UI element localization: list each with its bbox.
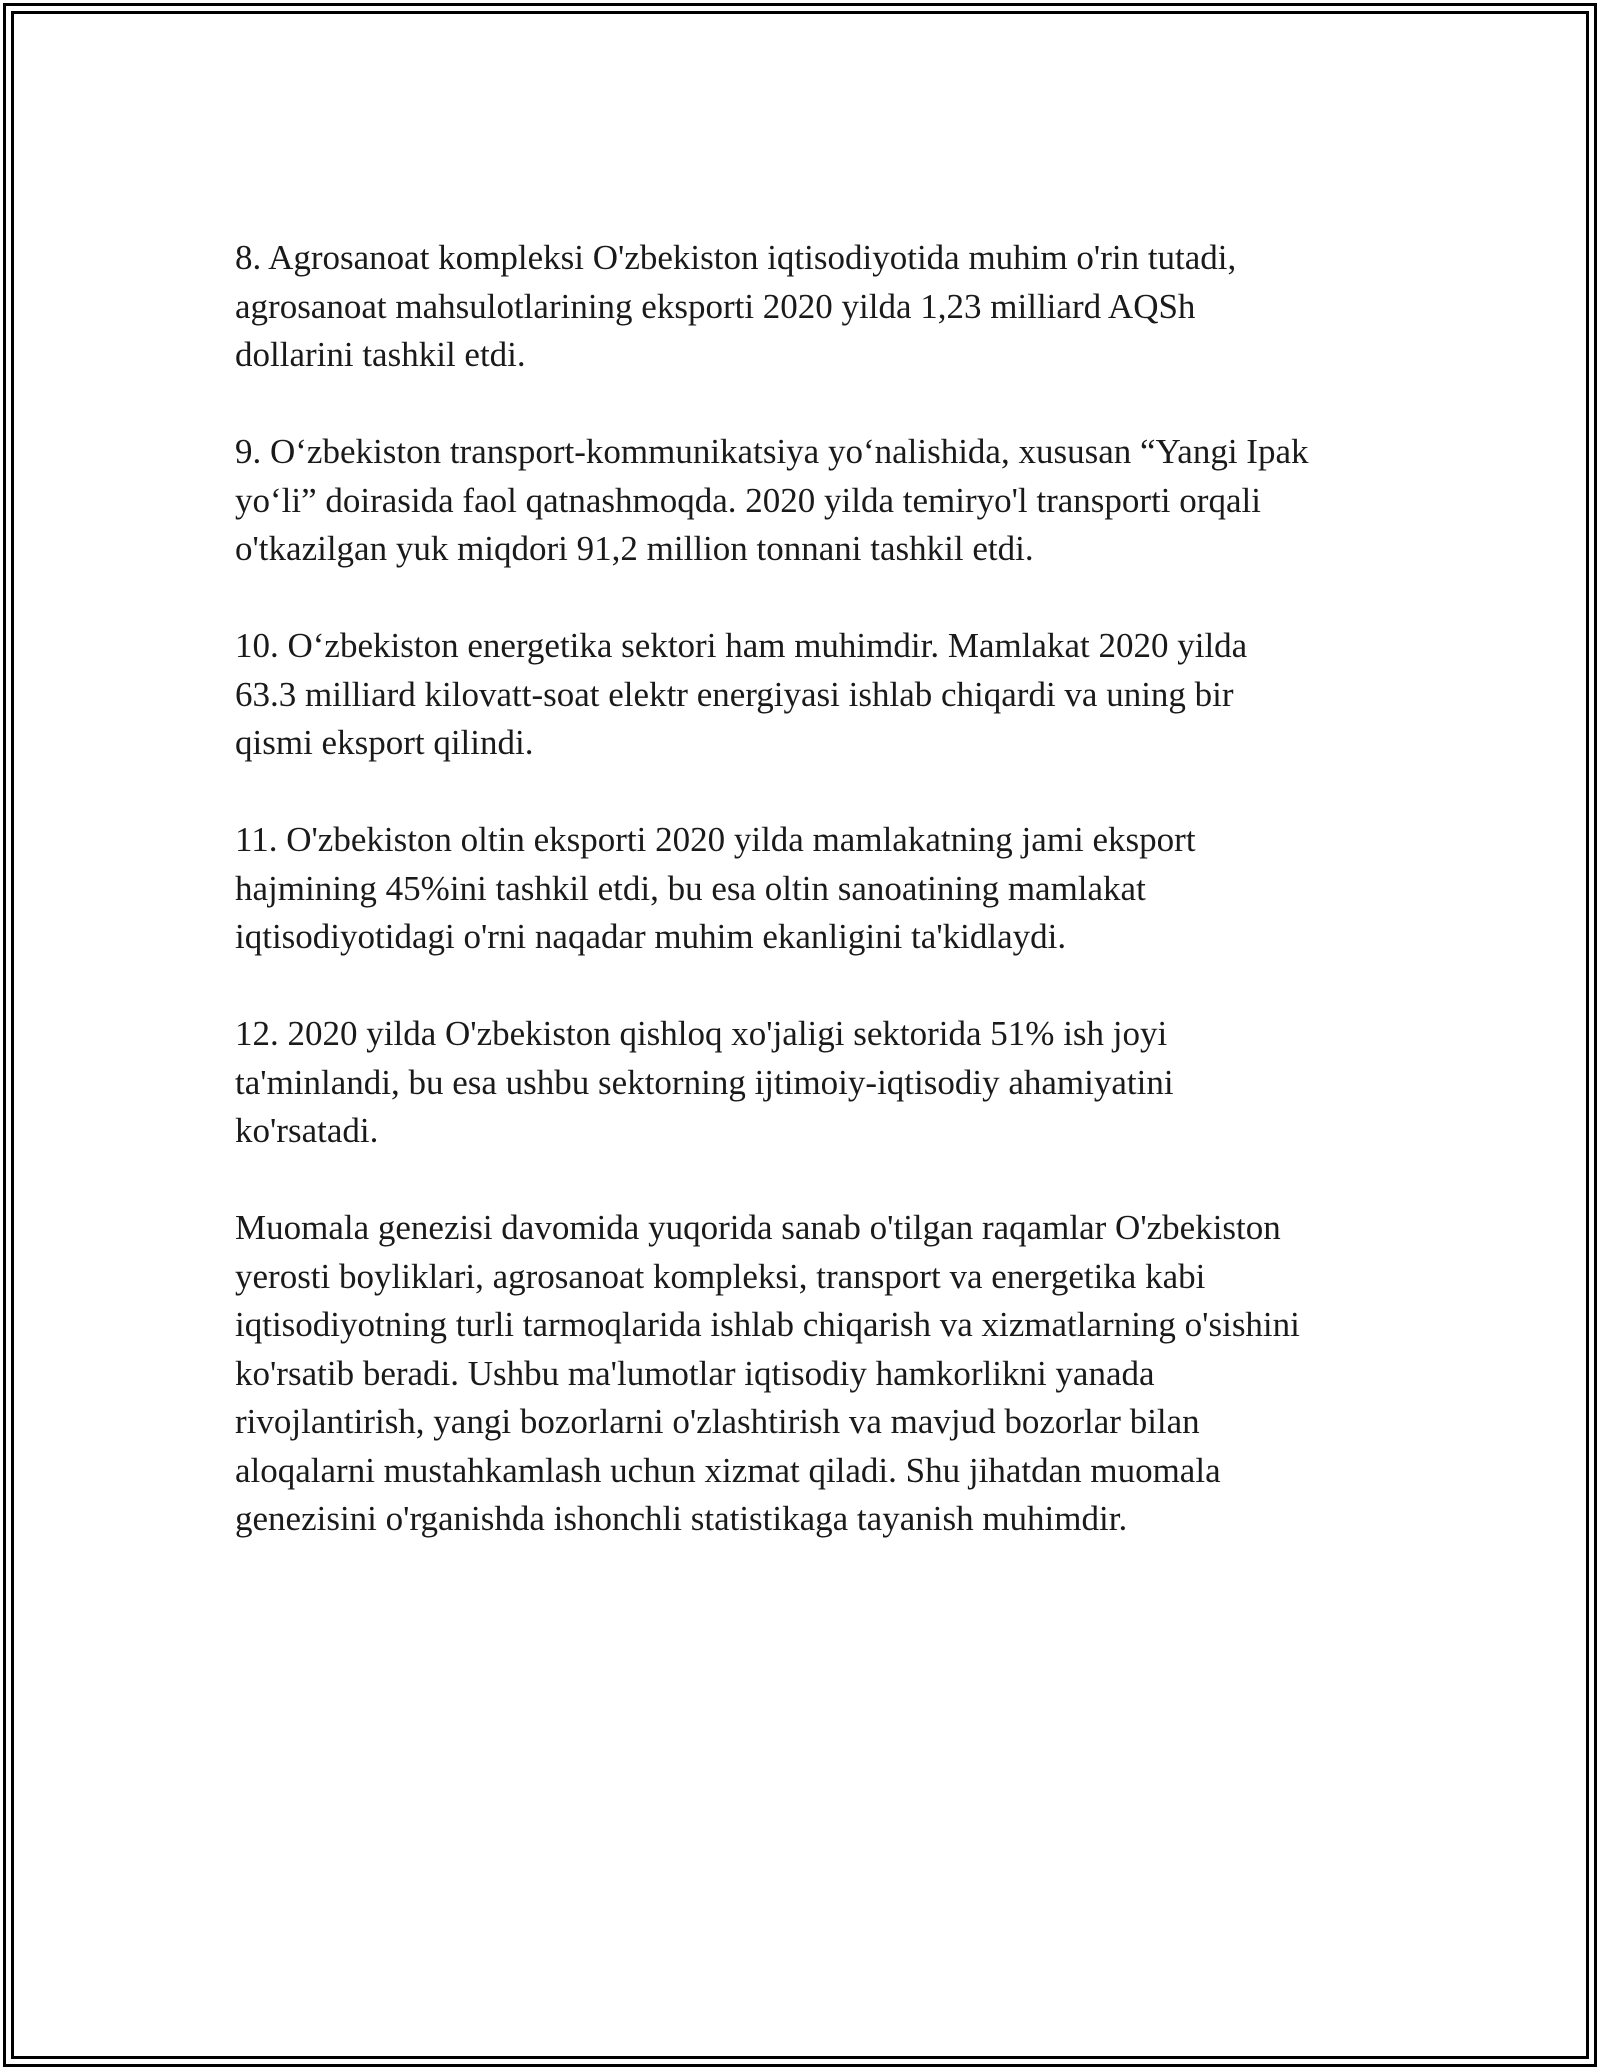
paragraph-item-12: 12. 2020 yilda O'zbekiston qishloq xo'jaligi sektorida 51% ish joyi ta'minlandi, bu esa ushbu sektorning ijtimoiy-iqtisodiy ahamiyatini ko'rsatadi. <box>235 1014 1174 1150</box>
paragraph-item-11: 11. O'zbekiston oltin eksporti 2020 yilda mamlakatning jami eksport hajmining 45%ini tashkil etdi, bu esa oltin sanoatining mamlakat iqtisodiyotidagi o'rni naqadar muhim ekanligini ta'kidlaydi. <box>235 820 1196 956</box>
document-body <box>235 234 1385 1592</box>
paragraph-item-8: 8. Agrosanoat kompleksi O'zbekiston iqtisodiyotida muhim o'rin tutadi, agrosanoat mahsulotlarining eksporti 2020 yilda 1,23 milliard AQSh dollarini tashkil etdi. <box>235 238 1237 374</box>
paragraph-conclusion: Muomala genezisi davomida yuqorida sanab o'tilgan raqamlar O'zbekiston yerosti boyliklari, agrosanoat kompleksi, transport va energetika kabi iqtisodiyotning turli tarmoqlarida ishlab chiqarish va xizmatlarning o'sishini ko'rsatib beradi. Ushbu ma'lumotlar iqtisodiy hamkorlikni yanada rivojlantirish, yangi bozorlarni o'zlashtirish va mavjud bozorlar bilan aloqalarni mustahkamlash uchun xizmat qiladi. Shu jihatdan muomala genezisini o'rganishda ishonchli statistikaga tayanish muhimdir. <box>235 1208 1300 1538</box>
paragraph-item-10: 10. O‘zbekiston energetika sektori ham muhimdir. Mamlakat 2020 yilda 63.3 milliard kilovatt-soat elektr energiyasi ishlab chiqardi va uning bir qismi eksport qilindi. <box>235 626 1248 762</box>
paragraph-item-9: 9. O‘zbekiston transport-kommunikatsiya yo‘nalishida, xususan “Yangi Ipak yo‘li” doirasida faol qatnashmoqda. 2020 yilda temiryo'l transporti orqali o'tkazilgan yuk miqdori 91,2 million tonnani tashkil etdi. <box>235 432 1309 568</box>
